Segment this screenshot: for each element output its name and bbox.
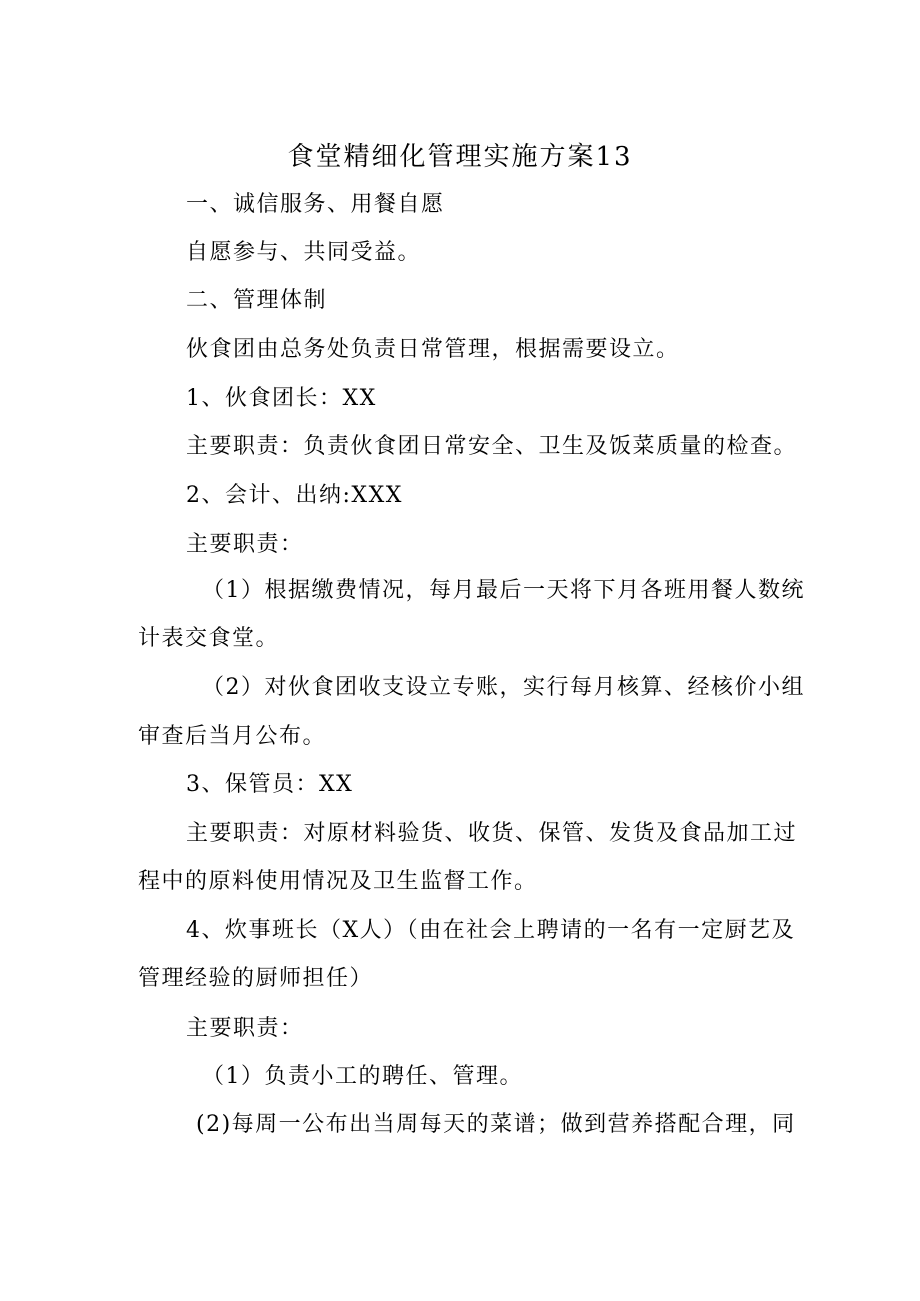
paragraph-line: 伙食团由总务处负责日常管理，根据需要设立。 xyxy=(186,337,680,362)
paragraph-line: 自愿参与、共同受益。 xyxy=(186,240,422,265)
paragraph-line: 主要职责： xyxy=(186,532,304,557)
section-heading-1: 一、诚信服务、用餐自愿 xyxy=(186,192,445,217)
list-item-continuation: 计表交食堂。 xyxy=(138,626,280,651)
role-heading-4: 4、炊事班长（X人）（由在社会上聘请的一名有一定厨艺及 xyxy=(186,918,796,943)
list-item-line: （1）负责小工的聘任、管理。 xyxy=(202,1064,523,1089)
paragraph-line: 主要职责：负责伙食团日常安全、卫生及饭菜质量的检查。 xyxy=(186,434,798,459)
role-heading-3: 3、保管员：XX xyxy=(186,772,354,797)
list-item-line: (2)每周一公布出当周每天的菜谱；做到营养搭配合理，同 xyxy=(196,1112,796,1137)
paragraph-line: 主要职责：对原材料验货、收货、保管、发货及食品加工过 xyxy=(186,821,798,846)
list-item-line: （2）对伙食团收支设立专账，实行每月核算、经核价小组 xyxy=(202,675,805,700)
role-heading-2: 2、会计、出纳:XXX xyxy=(186,483,403,508)
paragraph-line: 主要职责： xyxy=(186,1016,304,1041)
role-heading-1: 1、伙食团长：XX xyxy=(186,386,377,411)
list-item-continuation: 审查后当月公布。 xyxy=(138,724,327,749)
document-title: 食堂精细化管理实施方案13 xyxy=(287,142,633,172)
section-heading-2: 二、管理体制 xyxy=(186,288,328,313)
paragraph-continuation: 程中的原料使用情况及卫生监督工作。 xyxy=(138,869,538,894)
paragraph-continuation: 管理经验的厨师担任） xyxy=(138,966,374,991)
list-item-line: （1）根据缴费情况，每月最后一天将下月各班用餐人数统 xyxy=(202,578,805,603)
